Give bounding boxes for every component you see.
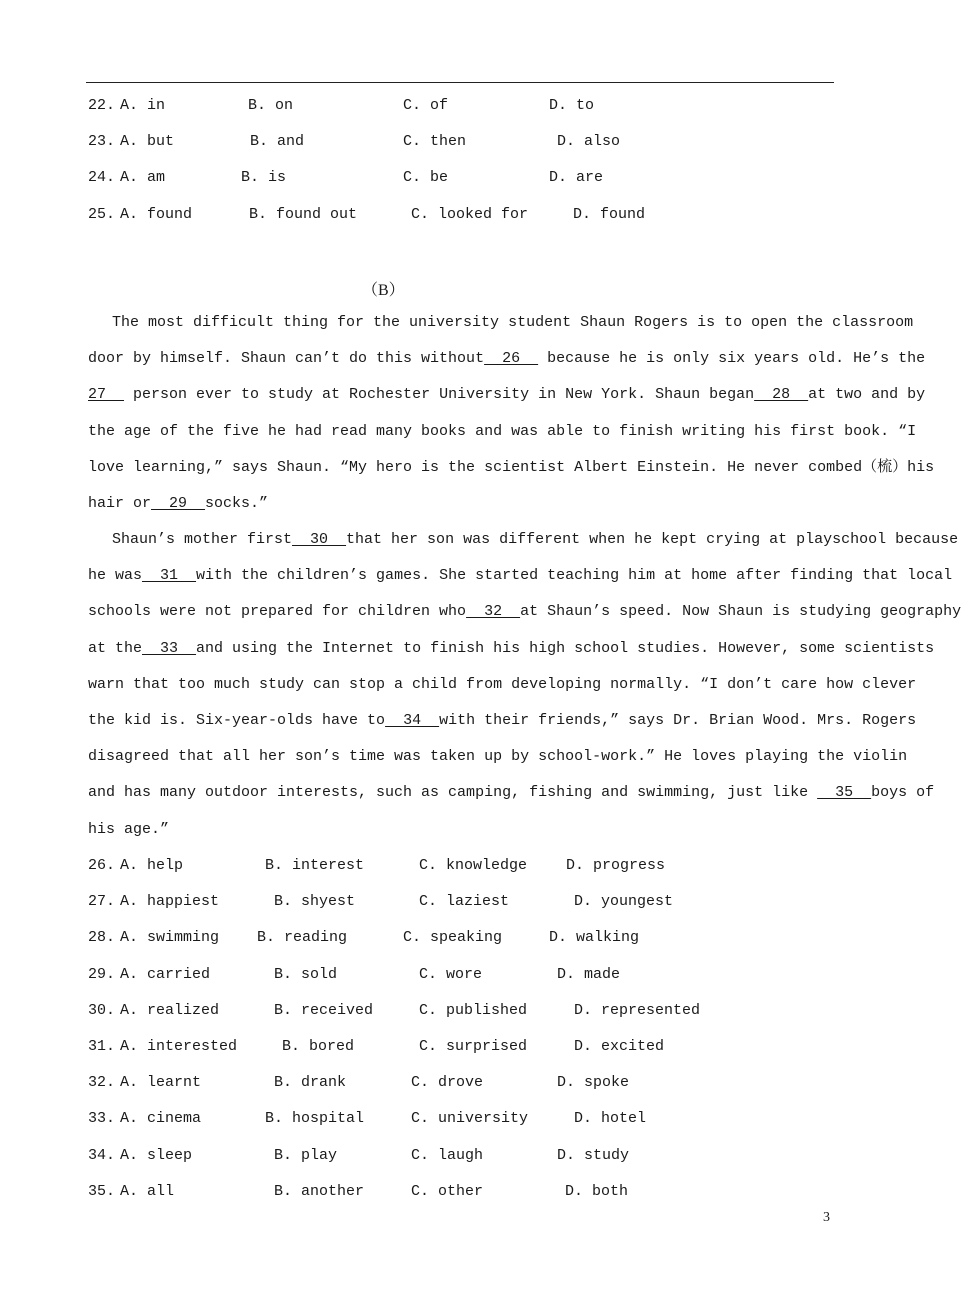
option-c: C. of	[403, 97, 449, 114]
question-number: 23.	[88, 133, 116, 151]
passage-text: disagreed that all her son’s time was taken up by school-work.” He loves playing the violin	[88, 748, 908, 766]
passage-text: person ever to study at Rochester University in New York. Shaun began	[124, 386, 755, 404]
option-a: A. learnt	[120, 1074, 202, 1092]
option-b: B. received	[274, 1001, 374, 1019]
option-d: D. walking	[549, 929, 640, 947]
option-c: C. drove	[411, 1074, 484, 1092]
option-c: C. published	[419, 1001, 528, 1019]
option-c: C. laziest	[419, 893, 510, 911]
passage-text: The most difficult thing for the university student Shaun Rogers is to open the classroom	[112, 314, 914, 331]
question-number: 28.	[88, 929, 116, 947]
question-number: 34.	[88, 1146, 116, 1164]
question-row	[0, 95, 920, 117]
option-d: D. study	[557, 1146, 630, 1164]
option-b: B. play	[274, 1146, 338, 1164]
passage-text: at Shaun’s speed. Now Shaun is studying geography	[520, 603, 961, 621]
option-d: D. also	[557, 133, 621, 151]
blank: 34	[385, 711, 440, 729]
question-number: 29.	[88, 965, 116, 983]
question-number: 33.	[88, 1110, 116, 1128]
option-b: B. shyest	[274, 893, 356, 911]
header-rule	[86, 82, 834, 83]
option-b: B. found out	[249, 205, 358, 223]
passage-line	[88, 594, 961, 630]
question-number: 27.	[88, 893, 116, 911]
passage-line	[88, 812, 834, 848]
passage-line	[88, 739, 908, 775]
option-a: A. in	[120, 97, 166, 114]
page-number: 3	[823, 1210, 830, 1225]
question-number: 35.	[88, 1182, 116, 1200]
question-row	[0, 1181, 920, 1203]
passage-line	[88, 305, 914, 341]
option-d: D. excited	[574, 1038, 665, 1055]
question-row	[0, 927, 920, 949]
passage-text: socks.”	[205, 494, 269, 512]
question-number: 25.	[88, 205, 116, 223]
question-number: 32.	[88, 1074, 116, 1092]
option-d: D. are	[549, 169, 604, 187]
passage-paragraph-1	[88, 305, 935, 522]
passage-text: hair or	[88, 494, 152, 512]
option-b: B. is	[241, 169, 287, 187]
option-b: B. on	[248, 97, 294, 114]
passage-line	[88, 667, 917, 703]
option-c: C. be	[403, 169, 449, 187]
passage-text: at two and by	[808, 386, 926, 404]
passage-line	[88, 775, 935, 811]
option-b: B. sold	[274, 965, 338, 983]
blank: 26	[484, 350, 539, 368]
passage-line	[88, 377, 926, 413]
question-number: 30.	[88, 1001, 116, 1019]
passage-text: and using the Internet to finish his high school studies. However, some scientists	[196, 639, 935, 657]
passage-text: that her son was different when he kept crying at playschool because	[346, 531, 959, 548]
passage-text: with the children’s games. She started teaching him at home after finding that local	[196, 567, 953, 585]
option-c: C. wore	[419, 965, 483, 983]
passage-line	[88, 414, 917, 450]
option-c: C. laugh	[411, 1146, 484, 1164]
passage-text: door by himself. Shaun can’t do this without	[88, 350, 485, 368]
question-row	[0, 131, 920, 153]
option-a: A. all	[120, 1182, 175, 1200]
passage-text: with their friends,” says Dr. Brian Wood. Mrs. Rogers	[439, 711, 917, 729]
option-d: D. youngest	[574, 893, 674, 911]
question-row	[0, 1072, 920, 1094]
option-d: D. represented	[574, 1001, 701, 1019]
option-d: D. both	[565, 1182, 629, 1200]
passage-paragraph-2	[88, 522, 961, 848]
option-a: A. swimming	[120, 929, 220, 947]
passage-text: and has many outdoor interests, such as camping, fishing and swimming, just like	[88, 784, 818, 802]
option-b: B. bored	[282, 1038, 355, 1055]
option-a: A. carried	[120, 965, 211, 983]
option-c: C. other	[411, 1182, 484, 1200]
question-row	[0, 1000, 920, 1022]
question-row	[0, 891, 920, 913]
option-b: B. hospital	[265, 1110, 365, 1128]
option-b: B. reading	[257, 929, 348, 947]
option-c: C. knowledge	[419, 857, 528, 874]
question-row	[0, 964, 920, 986]
passage-line	[88, 703, 917, 739]
passage-line	[88, 450, 935, 486]
question-row	[0, 1036, 920, 1058]
option-a: A. interested	[120, 1038, 238, 1055]
passage-text: schools were not prepared for children who	[88, 603, 467, 621]
option-a: A. help	[120, 857, 184, 874]
option-c: C. looked for	[411, 205, 529, 223]
passage-line	[88, 522, 959, 558]
passage-line	[88, 486, 834, 522]
passage-text: the age of the five he had read many books and was able to finish writing his first book. “I	[88, 422, 917, 440]
option-b: B. interest	[265, 857, 365, 874]
option-c: C. speaking	[403, 929, 503, 947]
option-a: A. but	[120, 133, 175, 151]
option-a: A. found	[120, 205, 193, 223]
option-c: C. then	[403, 133, 467, 151]
option-a: A. am	[120, 169, 166, 187]
passage-text: his age.”	[88, 820, 170, 838]
passage-text: warn that too much study can stop a child from developing normally. “I don’t care how clever	[88, 675, 917, 693]
passage-text: the kid is. Six-year-olds have to	[88, 711, 386, 729]
question-number: 24.	[88, 169, 116, 187]
option-a: A. sleep	[120, 1146, 193, 1164]
section-label: （B）	[362, 282, 405, 299]
option-b: B. drank	[274, 1074, 347, 1092]
blank: 30	[292, 531, 347, 548]
question-number: 26.	[88, 857, 116, 874]
question-row	[0, 167, 920, 189]
blank: 35	[817, 784, 872, 802]
passage-text: boys of	[871, 784, 935, 802]
option-a: A. cinema	[120, 1110, 202, 1128]
option-d: D. to	[549, 97, 595, 114]
question-row	[0, 1145, 920, 1167]
passage-line	[88, 631, 935, 667]
option-a: A. realized	[120, 1001, 220, 1019]
option-c: C. surprised	[419, 1038, 528, 1055]
option-b: B. and	[250, 133, 305, 151]
passage-text: because he is only six years old. He’s the	[538, 350, 926, 368]
blank: 33	[142, 639, 197, 657]
question-row	[0, 855, 920, 877]
option-c: C. university	[411, 1110, 529, 1128]
blank: 32	[466, 603, 521, 621]
blank: 28	[754, 386, 809, 404]
blank: 29	[151, 494, 206, 512]
blank: 27	[88, 386, 125, 404]
question-row	[0, 204, 920, 226]
option-a: A. happiest	[120, 893, 220, 911]
question-number: 31.	[88, 1038, 116, 1055]
passage-line	[88, 341, 926, 377]
question-row	[0, 1108, 920, 1130]
passage-text: he was	[88, 567, 143, 585]
passage-text: Shaun’s mother first	[112, 531, 293, 548]
option-d: D. made	[557, 965, 621, 983]
option-d: D. spoke	[557, 1074, 630, 1092]
option-d: D. found	[573, 205, 646, 223]
blank: 31	[142, 567, 197, 585]
passage-line	[88, 558, 953, 594]
passage-text: love learning,” says Shaun. “My hero is the scientist Albert Einstein. He never combed（梳）his	[88, 458, 935, 476]
option-d: D. hotel	[574, 1110, 647, 1128]
passage-text: at the	[88, 639, 143, 657]
option-b: B. another	[274, 1182, 365, 1200]
option-d: D. progress	[566, 857, 666, 874]
question-number: 22.	[88, 97, 116, 114]
